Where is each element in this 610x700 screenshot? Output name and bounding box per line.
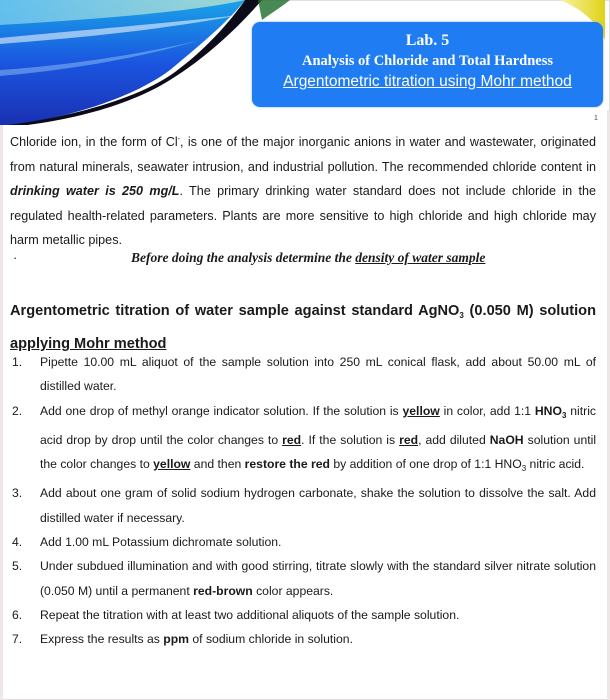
page-number: 1 — [594, 115, 598, 122]
yellow-keyword: yellow — [153, 457, 191, 472]
header-banner — [0, 0, 610, 125]
heading-text: (0.050 M) solution — [463, 303, 597, 319]
note-text: Before doing the analysis determine the — [131, 250, 356, 265]
red-keyword: red — [399, 432, 419, 447]
lab-number: Lab. 5 — [405, 32, 450, 49]
heading-text: Argentometric titration of water sample against standard AgNO — [10, 303, 460, 319]
step-5 — [10, 554, 596, 603]
step-text: by addition of one drop of 1:1 HNO — [329, 457, 522, 472]
step-number: 5. — [12, 559, 23, 574]
step-text: . If the solution is — [301, 432, 400, 447]
step-number: 3. — [12, 486, 23, 501]
step-text: nitric acid. — [526, 457, 585, 472]
ppm-keyword: ppm — [163, 632, 190, 647]
step-6 — [10, 603, 596, 627]
left-border — [0, 110, 3, 700]
step-4 — [10, 530, 596, 554]
hno3-formula: HNO — [534, 403, 562, 418]
intro-text: . The primary drinking water standard does not include chloride in the regulated health-related parameters. Plants are more sensitive to high chloride and high chloride may harm metallic pipes. — [10, 184, 596, 247]
lab-title: Analysis of Chloride and Total Hardness — [302, 53, 553, 69]
step-text: in color, add 1:1 — [439, 403, 535, 418]
title-box — [252, 22, 603, 107]
step-text: color appears. — [252, 583, 334, 598]
step-number: 1. — [12, 355, 23, 369]
step-text: Repeat the titration with at least two additional aliquots of the sample solution. — [40, 607, 460, 622]
procedure-steps — [10, 350, 596, 652]
step-number: 4. — [12, 535, 23, 550]
naoh-formula: NaOH — [489, 432, 524, 447]
step-text: of sodium chloride in solution. — [189, 632, 353, 647]
step-text: solution until the color changes to — [40, 432, 597, 472]
intro-text: Chloride ion, in the form of Cl — [10, 135, 178, 149]
yellow-keyword: yellow — [402, 403, 440, 418]
subscript: 3 — [521, 464, 527, 474]
step-text: Add about one gram of solid sodium hydrogen carbonate, shake the solution to dissolve the salt. Add distilled water if necessary. — [40, 486, 596, 525]
density-link: density of water sample — [355, 250, 486, 265]
step-number: 7. — [12, 632, 23, 647]
intro-text: , is one of the major inorganic anions in water and wastewater, originated from natural minerals, seawater intrusion, and industrial pollution. The recommended chloride content in — [10, 135, 596, 174]
subscript: 3 — [561, 410, 567, 420]
step-3 — [10, 481, 596, 530]
red-keyword: red — [282, 432, 302, 447]
step-text: nitric acid drop by drop until the color changes to — [40, 403, 596, 447]
bullet: · — [13, 251, 18, 265]
restore-red-phrase: restore the red — [244, 457, 330, 472]
step-text: Pipette 10.00 mL aliquot of the sample solution into 250 mL conical flask, add about 50.00 mL of distilled water. — [40, 355, 596, 394]
lab-subtitle: Argentometric titration using Mohr method — [283, 73, 572, 90]
step-number: 2. — [12, 403, 23, 418]
step-1 — [10, 350, 596, 399]
step-text: Add 1.00 mL Potassium dichromate solution. — [40, 535, 282, 550]
subscript: 3 — [459, 311, 464, 320]
intro-paragraph — [10, 128, 596, 253]
step-text: , add diluted — [418, 432, 490, 447]
intro-emphasis: drinking water is 250 mg/L — [10, 184, 180, 198]
red-brown-keyword: red-brown — [193, 583, 253, 598]
step-text: Express the results as — [40, 632, 164, 647]
step-2 — [10, 399, 596, 482]
superscript: - — [177, 136, 181, 143]
step-7 — [10, 627, 596, 651]
step-text: and then — [190, 457, 245, 472]
step-text: Under subdued illumination and with good stirring, titrate slowly with the standard silver nitrate solution (0.050 M) until a permanent — [40, 559, 596, 598]
step-text: Add one drop of methyl orange indicator solution. If the solution is — [40, 403, 403, 418]
heading-underlined: applying Mohr method — [10, 336, 167, 352]
procedure-heading — [10, 297, 596, 358]
step-number: 6. — [12, 607, 23, 622]
